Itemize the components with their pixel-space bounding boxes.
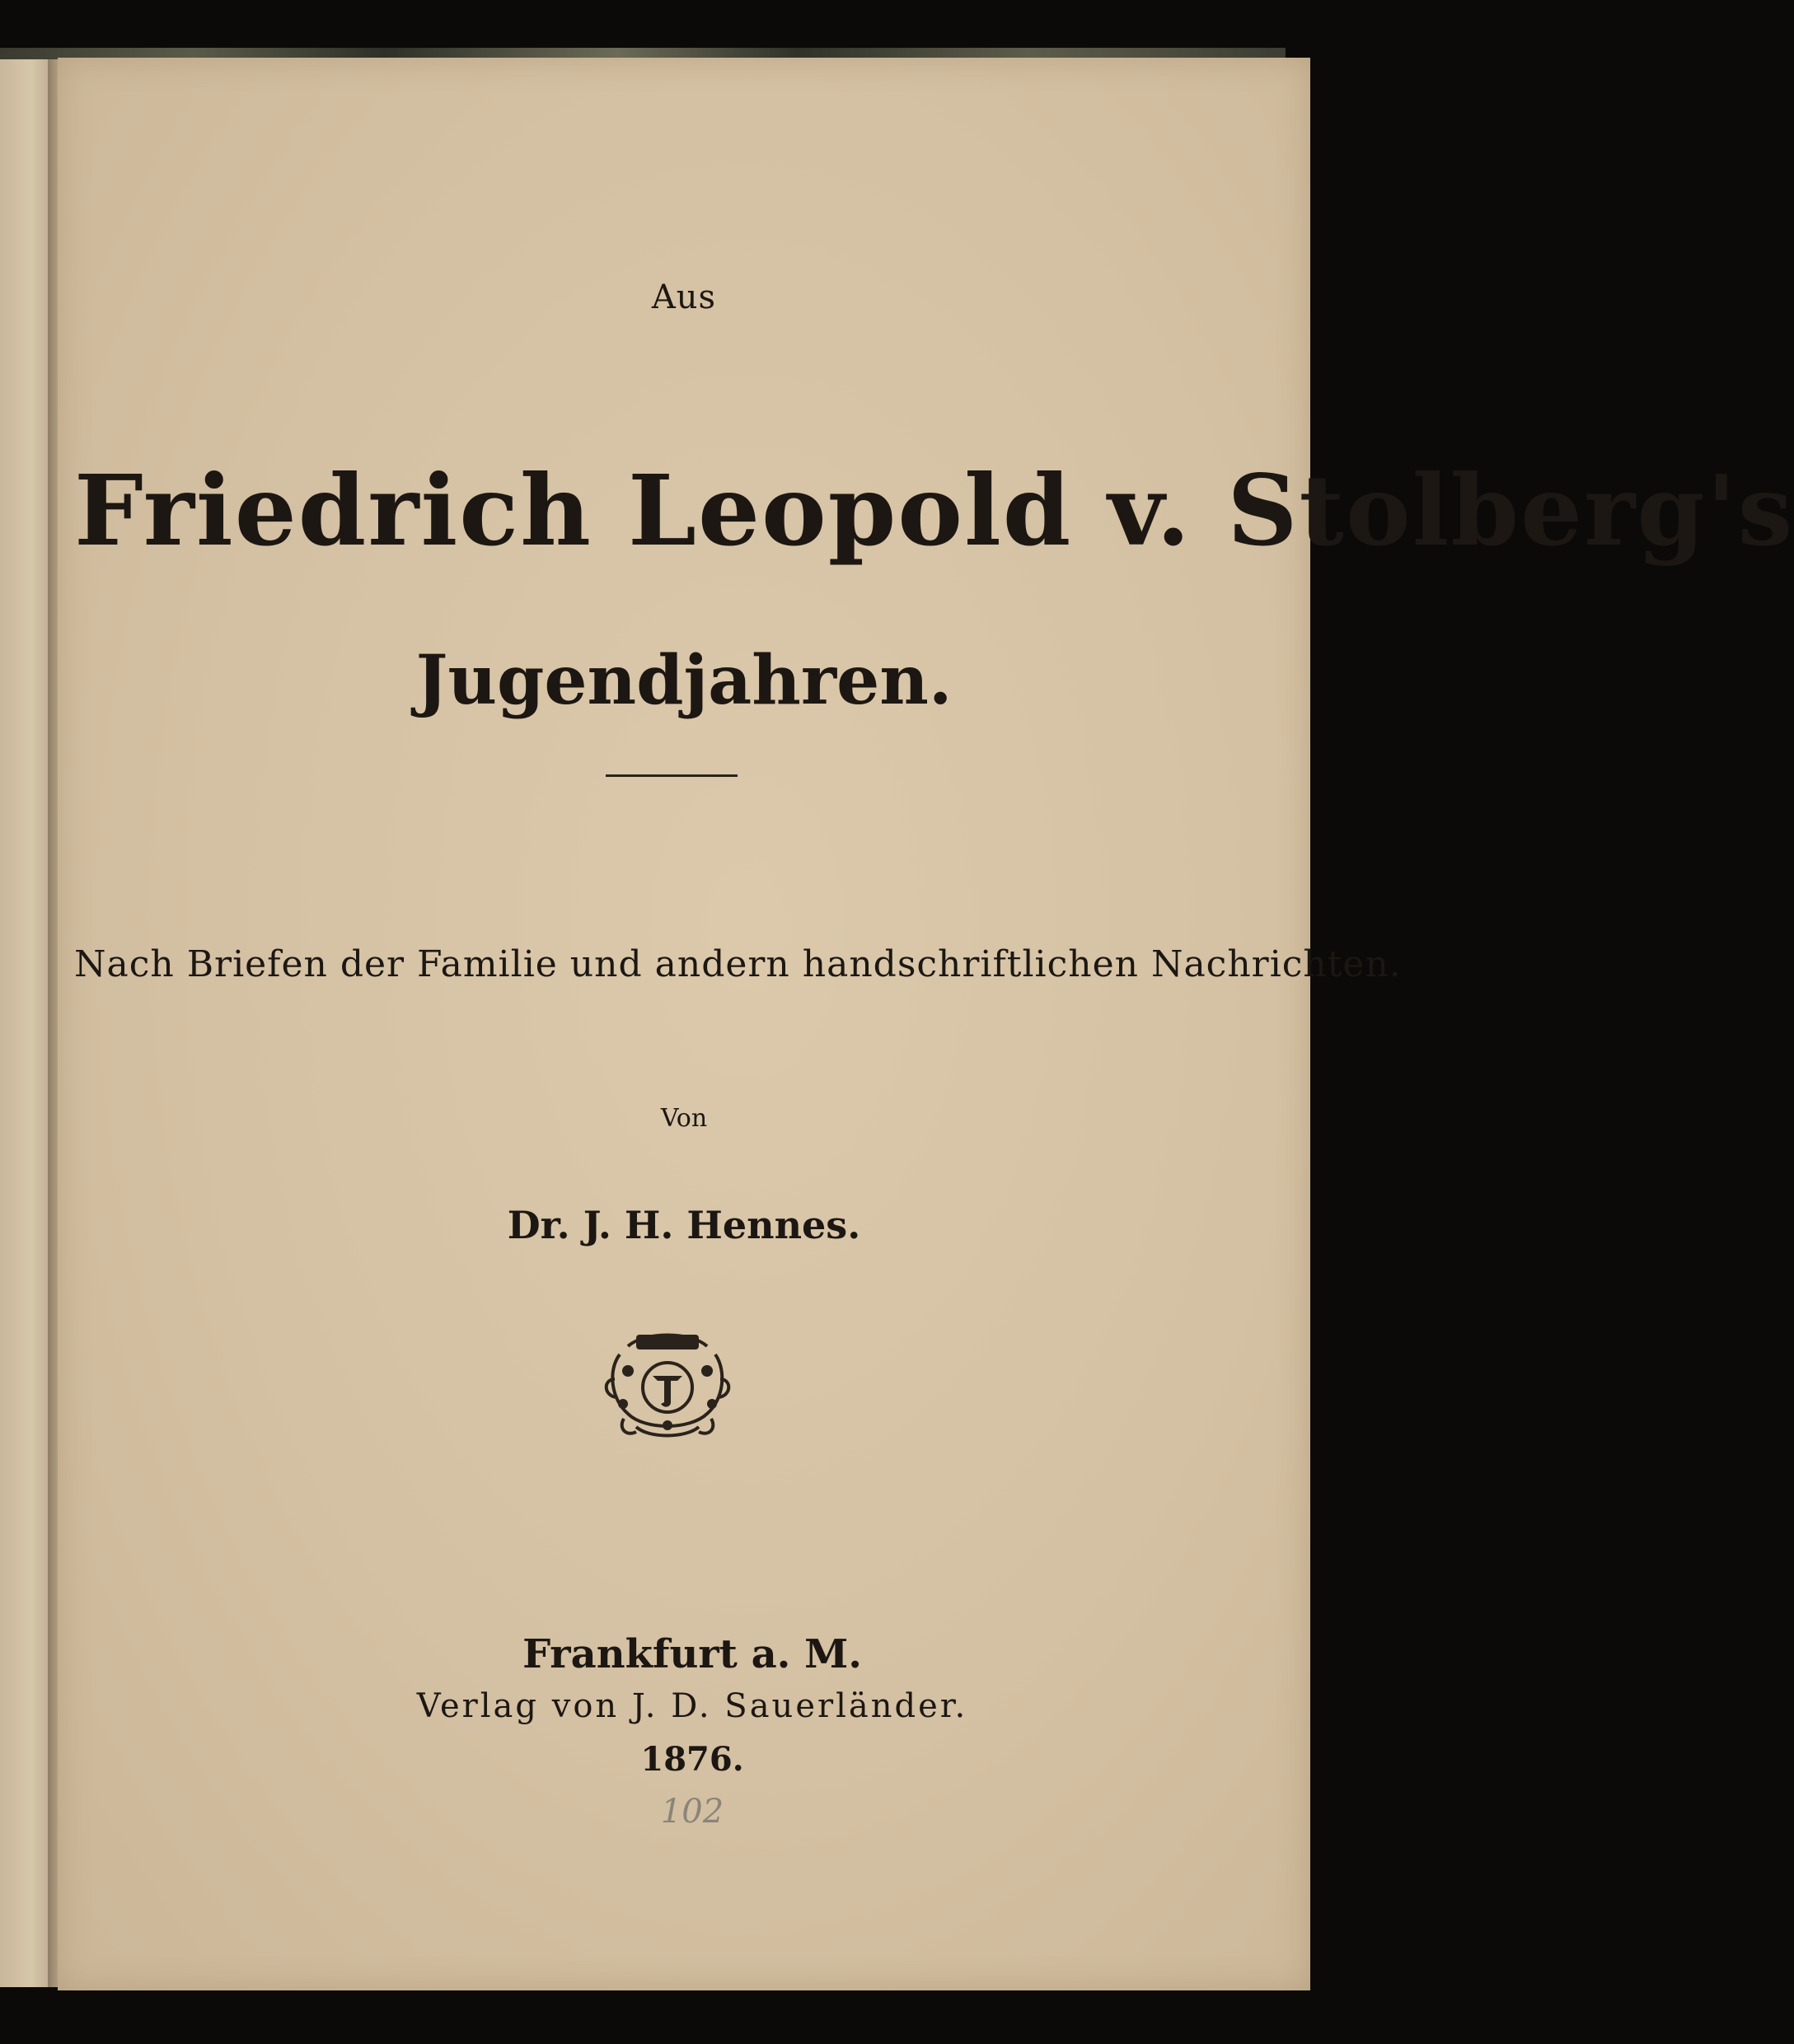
publisher-vignette-icon xyxy=(603,1321,732,1445)
subtitle: Nach Briefen der Familie und andern handschriftlichen Nachrichten. xyxy=(74,943,1402,985)
by-line: Von xyxy=(660,1104,708,1133)
facing-page-edge xyxy=(0,59,51,1987)
author-name: Dr. J. H. Hennes. xyxy=(507,1203,861,1247)
title-page xyxy=(58,58,1794,1990)
pencil-annotation: 102 xyxy=(660,1793,724,1831)
main-title-continuation: Jugendjahren. xyxy=(415,641,953,720)
title-prefix: Aus xyxy=(651,278,717,316)
main-title: Friedrich Leopold v. Stolberg's xyxy=(74,453,1794,568)
divider-rule xyxy=(606,774,738,777)
publisher: Verlag von J. D. Sauerländer. xyxy=(416,1687,968,1725)
publication-place: Frankfurt a. M. xyxy=(522,1631,862,1677)
publication-year: 1876. xyxy=(640,1740,744,1779)
